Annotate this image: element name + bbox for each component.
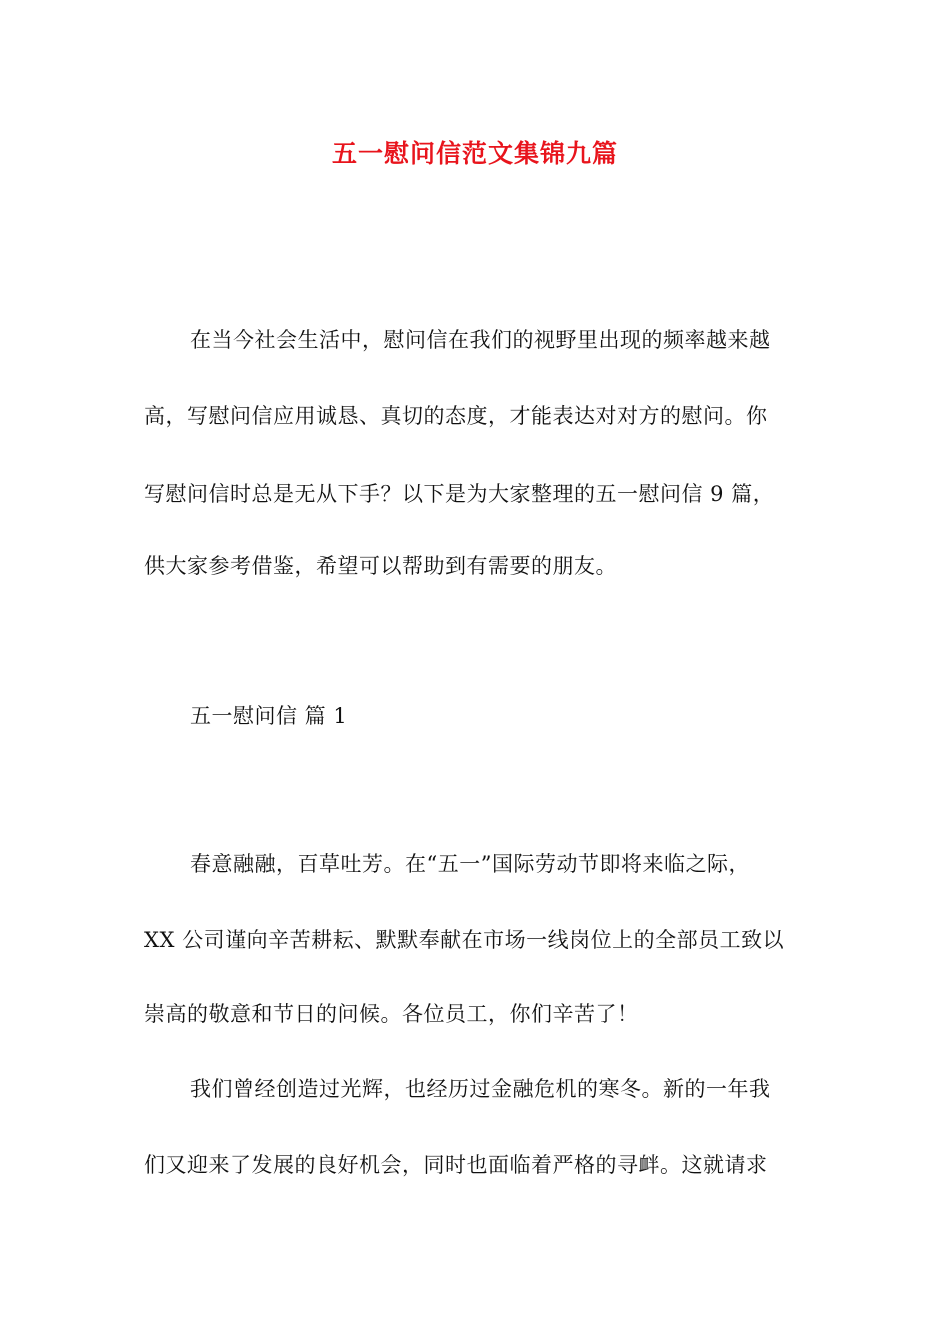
section-heading: 五一慰问信 篇 1 (190, 704, 348, 728)
paragraph2-line-2: 们又迎来了发展的良好机会，同时也面临着严格的寻衅。这就请求 (144, 1153, 768, 1177)
paragraph1-line-3: 崇高的敬意和节日的问候。各位员工，你们辛苦了！ (144, 1002, 639, 1026)
paragraph1-line-1: 春意融融，百草吐芳。在“五一”国际劳动节即将来临之际， (190, 852, 750, 876)
paragraph1-line-2: XX 公司谨向辛苦耕耘、默默奉献在市场一线岗位上的全部员工致以 (144, 928, 785, 952)
paragraph2-line-1: 我们曾经创造过光辉，也经历过金融危机的寒冬。新的一年我 (190, 1077, 771, 1101)
intro-line-2: 高，写慰问信应用诚恳、真切的态度，才能表达对对方的慰问。你 (144, 404, 768, 428)
document-title: 五一慰问信范文集锦九篇 (331, 139, 618, 168)
intro-line-1: 在当今社会生活中，慰问信在我们的视野里出现的频率越来越 (190, 328, 771, 352)
intro-line-4: 供大家参考借鉴，希望可以帮助到有需要的朋友。 (144, 554, 617, 578)
intro-line-3: 写慰问信时总是无从下手？以下是为大家整理的五一慰问信 9 篇， (144, 482, 775, 506)
